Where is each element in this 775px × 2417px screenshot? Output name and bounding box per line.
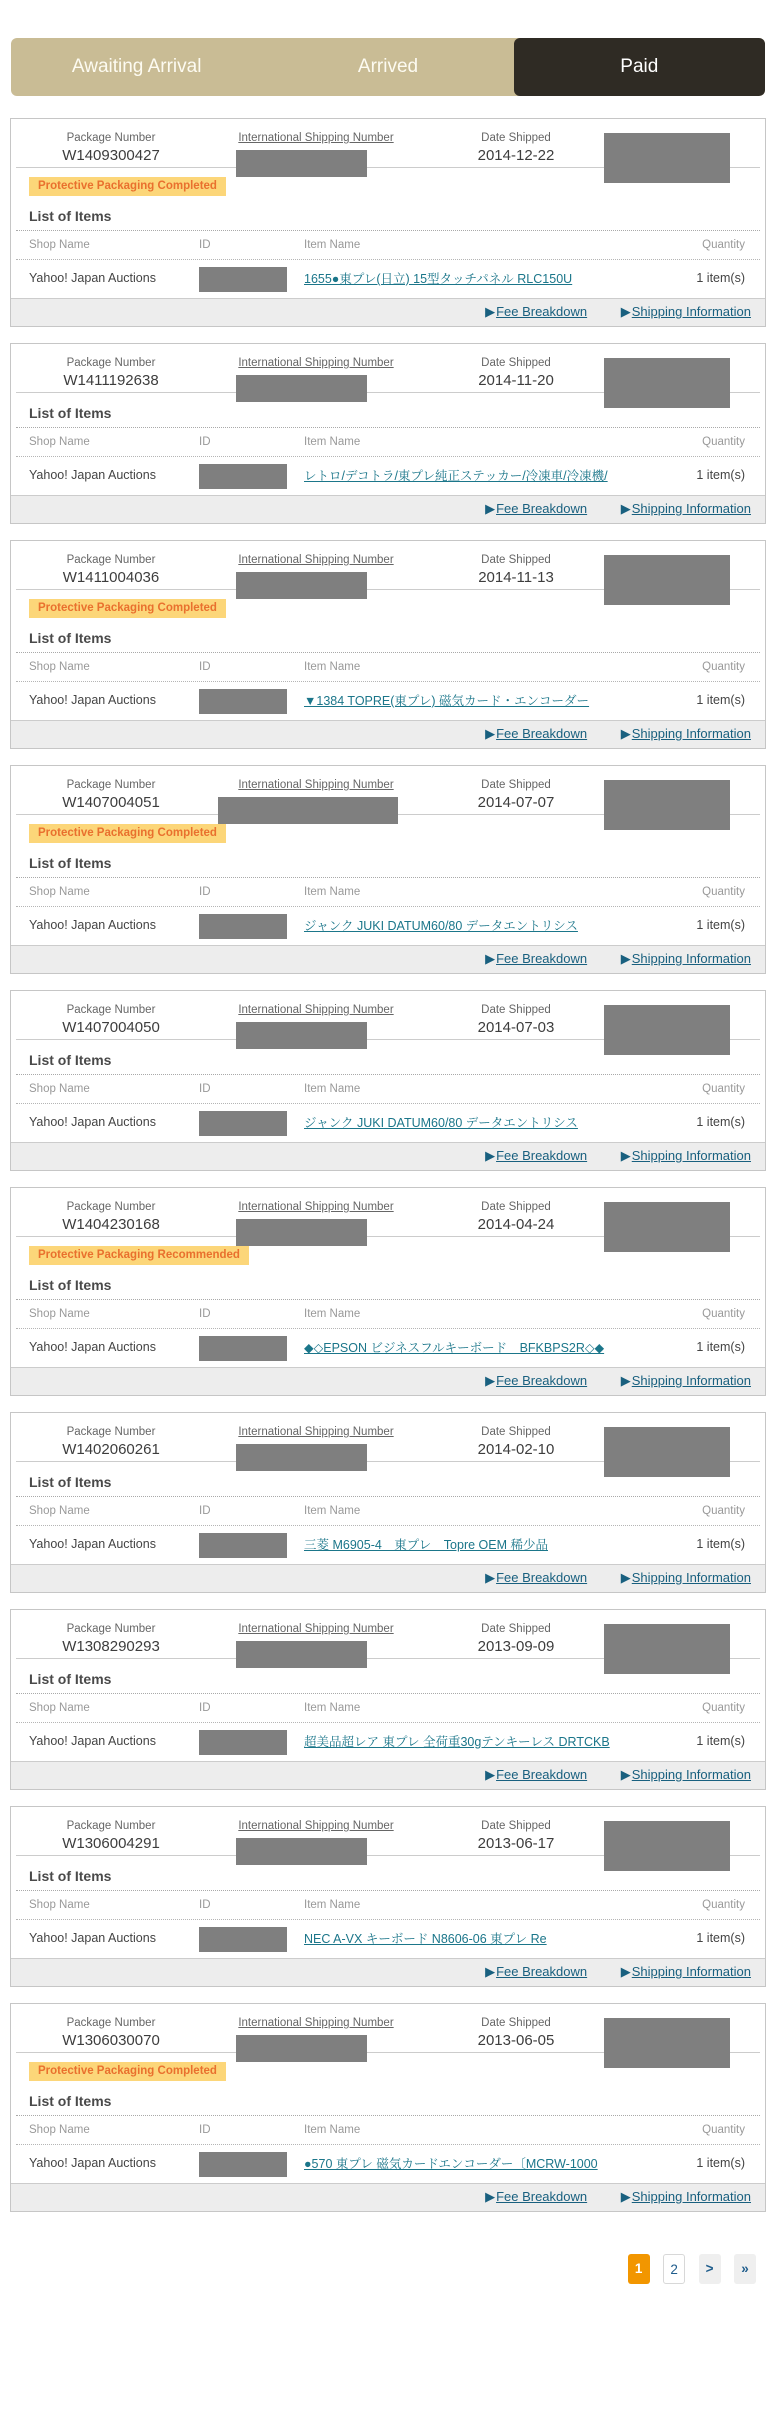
protective-packaging-badge: Protective Packaging Completed	[29, 824, 226, 843]
id-column-header: ID	[199, 661, 211, 673]
shop-name-value: Yahoo! Japan Auctions	[29, 1734, 156, 1748]
triangle-icon: ▶	[620, 726, 631, 741]
list-of-items-heading: List of Items	[16, 855, 760, 878]
package-number-label: Package Number	[66, 357, 156, 369]
shipping-number-redacted	[236, 1219, 367, 1246]
shop-name-column-header: Shop Name	[29, 886, 90, 898]
shipping-information-link[interactable]	[621, 1570, 751, 1585]
shop-name-column-header: Shop Name	[29, 239, 90, 251]
shipping-information-label: Shipping Information	[631, 1767, 751, 1782]
shop-name-value: Yahoo! Japan Auctions	[29, 1537, 156, 1551]
package-list	[0, 96, 775, 2212]
shipping-information-label: Shipping Information	[631, 951, 751, 966]
buyer-id-redacted	[199, 1927, 287, 1952]
item-name-column-header: Item Name	[304, 1899, 361, 1911]
item-row	[16, 457, 760, 495]
buyer-id-redacted	[199, 1336, 287, 1361]
triangle-icon: ▶	[485, 1148, 496, 1163]
date-shipped-label: Date Shipped	[481, 1426, 551, 1438]
item-quantity: 1 item(s)	[696, 1340, 745, 1354]
shipping-number-redacted	[236, 572, 367, 599]
fee-breakdown-link[interactable]	[485, 1570, 587, 1585]
package-card	[10, 990, 766, 1171]
item-row	[16, 907, 760, 945]
buyer-id-redacted	[199, 267, 287, 292]
item-name-column-header: Item Name	[304, 2124, 361, 2136]
items-table-header	[16, 1075, 760, 1104]
international-shipping-number-link[interactable]: International Shipping Number	[238, 2017, 394, 2029]
triangle-icon: ▶	[620, 1373, 631, 1388]
date-shipped-value: 2013-06-17	[477, 1835, 555, 1852]
fee-breakdown-link[interactable]	[485, 501, 587, 516]
package-card-footer	[11, 495, 765, 523]
package-card	[10, 2003, 766, 2212]
fee-breakdown-link[interactable]	[485, 1373, 587, 1388]
items-table-header	[16, 2116, 760, 2145]
date-shipped-label: Date Shipped	[481, 357, 551, 369]
buyer-id-redacted	[199, 914, 287, 939]
item-name-link[interactable]: 1655●東プレ(日立) 15型タッチパネル RLC150U	[304, 272, 573, 286]
items-table-header	[16, 428, 760, 457]
shop-name-column-header: Shop Name	[29, 1702, 90, 1714]
quantity-column-header: Quantity	[702, 661, 745, 673]
fee-breakdown-link[interactable]	[485, 2189, 587, 2204]
shipping-number-redacted	[236, 1641, 367, 1668]
item-row	[16, 2145, 760, 2183]
shop-name-value: Yahoo! Japan Auctions	[29, 1115, 156, 1129]
list-of-items-heading: List of Items	[16, 1474, 760, 1497]
carrier-redacted-box	[604, 780, 730, 830]
fee-breakdown-label: Fee Breakdown	[496, 1148, 588, 1163]
items-table-header	[16, 653, 760, 682]
fee-breakdown-link[interactable]	[485, 951, 587, 966]
international-shipping-number-link[interactable]: International Shipping Number	[238, 132, 394, 144]
fee-breakdown-label: Fee Breakdown	[496, 1373, 588, 1388]
international-shipping-number-link[interactable]: International Shipping Number	[238, 1623, 394, 1635]
quantity-column-header: Quantity	[702, 1702, 745, 1714]
international-shipping-number-link[interactable]: International Shipping Number	[238, 554, 394, 566]
triangle-icon: ▶	[485, 1964, 496, 1979]
triangle-icon: ▶	[485, 2189, 496, 2204]
triangle-icon: ▶	[620, 1148, 631, 1163]
list-of-items-heading: List of Items	[16, 1868, 760, 1891]
date-shipped-value: 2014-11-20	[478, 372, 554, 389]
list-of-items-heading: List of Items	[16, 1277, 760, 1300]
item-quantity: 1 item(s)	[696, 693, 745, 707]
date-shipped-label: Date Shipped	[481, 779, 551, 791]
date-shipped-label: Date Shipped	[481, 1201, 551, 1213]
shop-name-value: Yahoo! Japan Auctions	[29, 1931, 156, 1945]
protective-packaging-badge: Protective Packaging Completed	[29, 599, 226, 618]
package-card	[10, 1609, 766, 1790]
package-card-footer	[11, 1761, 765, 1789]
triangle-icon: ▶	[485, 726, 496, 741]
item-quantity: 1 item(s)	[696, 271, 745, 285]
item-row	[16, 1920, 760, 1958]
package-card-footer	[11, 1367, 765, 1395]
package-card	[10, 1187, 766, 1396]
shop-name-column-header: Shop Name	[29, 1083, 90, 1095]
item-name-link[interactable]: ●570 東プレ 磁気カードエンコーダー〔MCRW-1000	[304, 2157, 598, 2171]
item-name-column-header: Item Name	[304, 1505, 361, 1517]
shipping-information-label: Shipping Information	[631, 1373, 751, 1388]
international-shipping-number-link[interactable]: International Shipping Number	[238, 1201, 394, 1213]
international-shipping-number-link[interactable]: International Shipping Number	[238, 1004, 394, 1016]
shipping-information-link[interactable]	[621, 1767, 751, 1782]
package-card	[10, 540, 766, 749]
page-1-button[interactable]: 1	[628, 2254, 650, 2284]
package-number-label: Package Number	[66, 1201, 156, 1213]
shop-name-value: Yahoo! Japan Auctions	[29, 271, 156, 285]
fee-breakdown-label: Fee Breakdown	[496, 951, 588, 966]
shop-name-column-header: Shop Name	[29, 661, 90, 673]
date-shipped-value: 2014-02-10	[477, 1441, 555, 1458]
quantity-column-header: Quantity	[702, 1308, 745, 1320]
carrier-redacted-box	[604, 2018, 730, 2068]
items-table-header	[16, 231, 760, 260]
date-shipped-label: Date Shipped	[481, 2017, 551, 2029]
fee-breakdown-label: Fee Breakdown	[496, 501, 588, 516]
quantity-column-header: Quantity	[702, 1899, 745, 1911]
id-column-header: ID	[199, 239, 211, 251]
tab-paid[interactable]: Paid	[514, 38, 765, 96]
list-of-items-heading: List of Items	[16, 405, 760, 428]
package-number-value: W1407004050	[62, 1019, 160, 1036]
id-column-header: ID	[199, 1702, 211, 1714]
id-column-header: ID	[199, 1083, 211, 1095]
package-card-footer	[11, 720, 765, 748]
item-name-column-header: Item Name	[304, 436, 361, 448]
date-shipped-label: Date Shipped	[481, 132, 551, 144]
list-of-items-heading: List of Items	[16, 208, 760, 231]
package-card	[10, 1806, 766, 1987]
shop-name-column-header: Shop Name	[29, 2124, 90, 2136]
shipping-information-label: Shipping Information	[631, 2189, 751, 2204]
package-card	[10, 118, 766, 327]
quantity-column-header: Quantity	[702, 1083, 745, 1095]
package-number-value: W1411004036	[62, 569, 160, 586]
item-name-link[interactable]: ◆◇EPSON ビジネスフルキーボード BFKBPS2R◇◆	[304, 1341, 605, 1355]
item-name-link[interactable]: レトロ/デコトラ/東プレ純正ステッカー/冷凍車/冷凍機/	[304, 469, 608, 483]
international-shipping-number-link[interactable]: International Shipping Number	[238, 1820, 394, 1832]
item-row	[16, 260, 760, 298]
fee-breakdown-label: Fee Breakdown	[496, 726, 588, 741]
shipping-information-link[interactable]	[621, 1148, 751, 1163]
carrier-redacted-box	[604, 358, 730, 408]
package-card	[10, 1412, 766, 1593]
triangle-icon: ▶	[485, 304, 496, 319]
triangle-icon: ▶	[620, 304, 631, 319]
package-card-footer	[11, 1564, 765, 1592]
package-card-footer	[11, 945, 765, 973]
package-card-footer	[11, 2183, 765, 2211]
id-column-header: ID	[199, 886, 211, 898]
protective-packaging-badge: Protective Packaging Recommended	[29, 1246, 249, 1265]
triangle-icon: ▶	[485, 951, 496, 966]
package-card	[10, 765, 766, 974]
item-quantity: 1 item(s)	[696, 1931, 745, 1945]
package-number-label: Package Number	[66, 1004, 156, 1016]
shipping-information-link[interactable]	[621, 951, 751, 966]
items-table-header	[16, 878, 760, 907]
fee-breakdown-label: Fee Breakdown	[496, 304, 588, 319]
shipping-information-label: Shipping Information	[631, 501, 751, 516]
shop-name-column-header: Shop Name	[29, 1899, 90, 1911]
package-number-value: W1407004051	[62, 794, 160, 811]
shipping-number-redacted	[236, 2035, 367, 2062]
fee-breakdown-link[interactable]	[485, 304, 587, 319]
item-row	[16, 1329, 760, 1367]
shipping-information-label: Shipping Information	[631, 1570, 751, 1585]
shipping-number-redacted	[236, 375, 367, 402]
shop-name-value: Yahoo! Japan Auctions	[29, 2156, 156, 2170]
quantity-column-header: Quantity	[702, 436, 745, 448]
package-number-value: W1402060261	[62, 1441, 160, 1458]
shipping-information-label: Shipping Information	[631, 726, 751, 741]
triangle-icon: ▶	[620, 501, 631, 516]
package-card-footer	[11, 1142, 765, 1170]
shipping-information-link[interactable]	[621, 1373, 751, 1388]
shipping-information-link[interactable]	[621, 501, 751, 516]
id-column-header: ID	[199, 1899, 211, 1911]
triangle-icon: ▶	[620, 1767, 631, 1782]
shipping-number-redacted	[236, 1444, 367, 1471]
international-shipping-number-link[interactable]: International Shipping Number	[238, 779, 394, 791]
buyer-id-redacted	[199, 2152, 287, 2177]
package-number-label: Package Number	[66, 1623, 156, 1635]
package-number-value: W1306030070	[62, 2032, 160, 2049]
item-quantity: 1 item(s)	[696, 468, 745, 482]
item-quantity: 1 item(s)	[696, 1115, 745, 1129]
carrier-redacted-box	[604, 1821, 730, 1871]
international-shipping-number-link[interactable]: International Shipping Number	[238, 357, 394, 369]
carrier-redacted-box	[604, 1427, 730, 1477]
package-card	[10, 343, 766, 524]
last-page-button[interactable]: »	[734, 2254, 756, 2284]
date-shipped-label: Date Shipped	[481, 1820, 551, 1832]
package-number-label: Package Number	[66, 132, 156, 144]
item-name-column-header: Item Name	[304, 661, 361, 673]
shipping-number-redacted	[218, 797, 398, 824]
items-table-header	[16, 1694, 760, 1723]
carrier-redacted-box	[604, 1202, 730, 1252]
date-shipped-label: Date Shipped	[481, 1004, 551, 1016]
id-column-header: ID	[199, 436, 211, 448]
date-shipped-value: 2014-12-22	[477, 147, 555, 164]
package-number-value: W1409300427	[62, 147, 160, 164]
item-row	[16, 1104, 760, 1142]
carrier-redacted-box	[604, 133, 730, 183]
item-quantity: 1 item(s)	[696, 2156, 745, 2170]
package-number-label: Package Number	[66, 2017, 156, 2029]
package-number-value: W1411192638	[63, 372, 159, 389]
id-column-header: ID	[199, 1505, 211, 1517]
triangle-icon: ▶	[620, 951, 631, 966]
fee-breakdown-label: Fee Breakdown	[496, 1570, 588, 1585]
fee-breakdown-label: Fee Breakdown	[496, 2189, 588, 2204]
item-name-column-header: Item Name	[304, 1308, 361, 1320]
buyer-id-redacted	[199, 689, 287, 714]
shipping-information-label: Shipping Information	[631, 1964, 751, 1979]
shipping-information-link[interactable]	[621, 304, 751, 319]
fee-breakdown-label: Fee Breakdown	[496, 1767, 588, 1782]
buyer-id-redacted	[199, 1533, 287, 1558]
item-name-link[interactable]: ジャンク JUKI DATUM60/80 データエントリシス	[304, 919, 578, 933]
triangle-icon: ▶	[485, 1767, 496, 1782]
date-shipped-value: 2014-07-03	[477, 1019, 555, 1036]
item-row	[16, 1526, 760, 1564]
triangle-icon: ▶	[485, 1373, 496, 1388]
items-table-header	[16, 1300, 760, 1329]
fee-breakdown-label: Fee Breakdown	[496, 1964, 588, 1979]
buyer-id-redacted	[199, 1730, 287, 1755]
triangle-icon: ▶	[620, 2189, 631, 2204]
quantity-column-header: Quantity	[702, 239, 745, 251]
date-shipped-value: 2013-09-09	[477, 1638, 555, 1655]
shop-name-column-header: Shop Name	[29, 1505, 90, 1517]
list-of-items-heading: List of Items	[16, 630, 760, 653]
list-of-items-heading: List of Items	[16, 1671, 760, 1694]
protective-packaging-badge: Protective Packaging Completed	[29, 2062, 226, 2081]
triangle-icon: ▶	[620, 1570, 631, 1585]
fee-breakdown-link[interactable]	[485, 726, 587, 741]
package-number-value: W1404230168	[62, 1216, 160, 1233]
triangle-icon: ▶	[485, 501, 496, 516]
item-name-link[interactable]: ジャンク JUKI DATUM60/80 データエントリシス	[304, 1116, 578, 1130]
package-number-label: Package Number	[66, 554, 156, 566]
date-shipped-value: 2014-04-24	[477, 1216, 555, 1233]
shipping-number-redacted	[236, 150, 367, 177]
item-name-column-header: Item Name	[304, 886, 361, 898]
triangle-icon: ▶	[620, 1964, 631, 1979]
shop-name-column-header: Shop Name	[29, 436, 90, 448]
id-column-header: ID	[199, 2124, 211, 2136]
list-of-items-heading: List of Items	[16, 2093, 760, 2116]
shop-name-value: Yahoo! Japan Auctions	[29, 468, 156, 482]
protective-packaging-badge: Protective Packaging Completed	[29, 177, 226, 196]
item-name-link[interactable]: 三菱 M6905-4 東プレ Topre OEM 稀少品	[304, 1538, 548, 1552]
item-row	[16, 682, 760, 720]
quantity-column-header: Quantity	[702, 2124, 745, 2136]
shop-name-value: Yahoo! Japan Auctions	[29, 918, 156, 932]
shipping-information-link[interactable]	[621, 726, 751, 741]
item-name-link[interactable]: NEC A-VX キーボード N8606-06 東プレ Re	[304, 1932, 547, 1946]
list-of-items-heading: List of Items	[16, 1052, 760, 1075]
fee-breakdown-link[interactable]	[485, 1767, 587, 1782]
tab-awaiting-arrival[interactable]: Awaiting Arrival	[71, 56, 202, 77]
status-tabbar	[11, 38, 765, 96]
shipping-information-label: Shipping Information	[631, 304, 751, 319]
tab-arrived[interactable]: Arrived	[357, 56, 419, 77]
fee-breakdown-link[interactable]	[485, 1148, 587, 1163]
quantity-column-header: Quantity	[702, 886, 745, 898]
id-column-header: ID	[199, 1308, 211, 1320]
buyer-id-redacted	[199, 1111, 287, 1136]
item-name-link[interactable]: 超美品超レア 東プレ 全荷重30gテンキーレス DRTCKB	[304, 1735, 610, 1749]
carrier-redacted-box	[604, 1005, 730, 1055]
items-table-header	[16, 1891, 760, 1920]
date-shipped-label: Date Shipped	[481, 554, 551, 566]
item-quantity: 1 item(s)	[696, 918, 745, 932]
item-name-column-header: Item Name	[304, 1083, 361, 1095]
item-name-column-header: Item Name	[304, 239, 361, 251]
date-shipped-label: Date Shipped	[481, 1623, 551, 1635]
item-name-column-header: Item Name	[304, 1702, 361, 1714]
next-page-button[interactable]: >	[699, 2254, 721, 2284]
package-number-value: W1306004291	[62, 1835, 160, 1852]
shipping-information-link[interactable]	[621, 1964, 751, 1979]
buyer-id-redacted	[199, 464, 287, 489]
shipping-number-redacted	[236, 1838, 367, 1865]
international-shipping-number-link[interactable]: International Shipping Number	[238, 1426, 394, 1438]
package-number-label: Package Number	[66, 1426, 156, 1438]
shipping-information-link[interactable]	[621, 2189, 751, 2204]
shop-name-value: Yahoo! Japan Auctions	[29, 693, 156, 707]
shipping-number-redacted	[236, 1022, 367, 1049]
package-card-footer	[11, 298, 765, 326]
shipping-information-label: Shipping Information	[631, 1148, 751, 1163]
date-shipped-value: 2014-11-13	[478, 569, 554, 586]
package-card-footer	[11, 1958, 765, 1986]
package-number-label: Package Number	[66, 779, 156, 791]
item-row	[16, 1723, 760, 1761]
item-quantity: 1 item(s)	[696, 1734, 745, 1748]
package-number-value: W1308290293	[62, 1638, 160, 1655]
quantity-column-header: Quantity	[702, 1505, 745, 1517]
carrier-redacted-box	[604, 555, 730, 605]
pagination	[0, 2254, 756, 2284]
item-name-link[interactable]: ▼1384 TOPRE(東プレ) 磁気カード・エンコーダー	[304, 694, 590, 708]
page-2-button[interactable]: 2	[663, 2254, 685, 2284]
shop-name-value: Yahoo! Japan Auctions	[29, 1340, 156, 1354]
item-quantity: 1 item(s)	[696, 1537, 745, 1551]
carrier-redacted-box	[604, 1624, 730, 1674]
date-shipped-value: 2013-06-05	[477, 2032, 555, 2049]
package-number-label: Package Number	[66, 1820, 156, 1832]
triangle-icon: ▶	[485, 1570, 496, 1585]
fee-breakdown-link[interactable]	[485, 1964, 587, 1979]
shop-name-column-header: Shop Name	[29, 1308, 90, 1320]
items-table-header	[16, 1497, 760, 1526]
date-shipped-value: 2014-07-07	[477, 794, 555, 811]
